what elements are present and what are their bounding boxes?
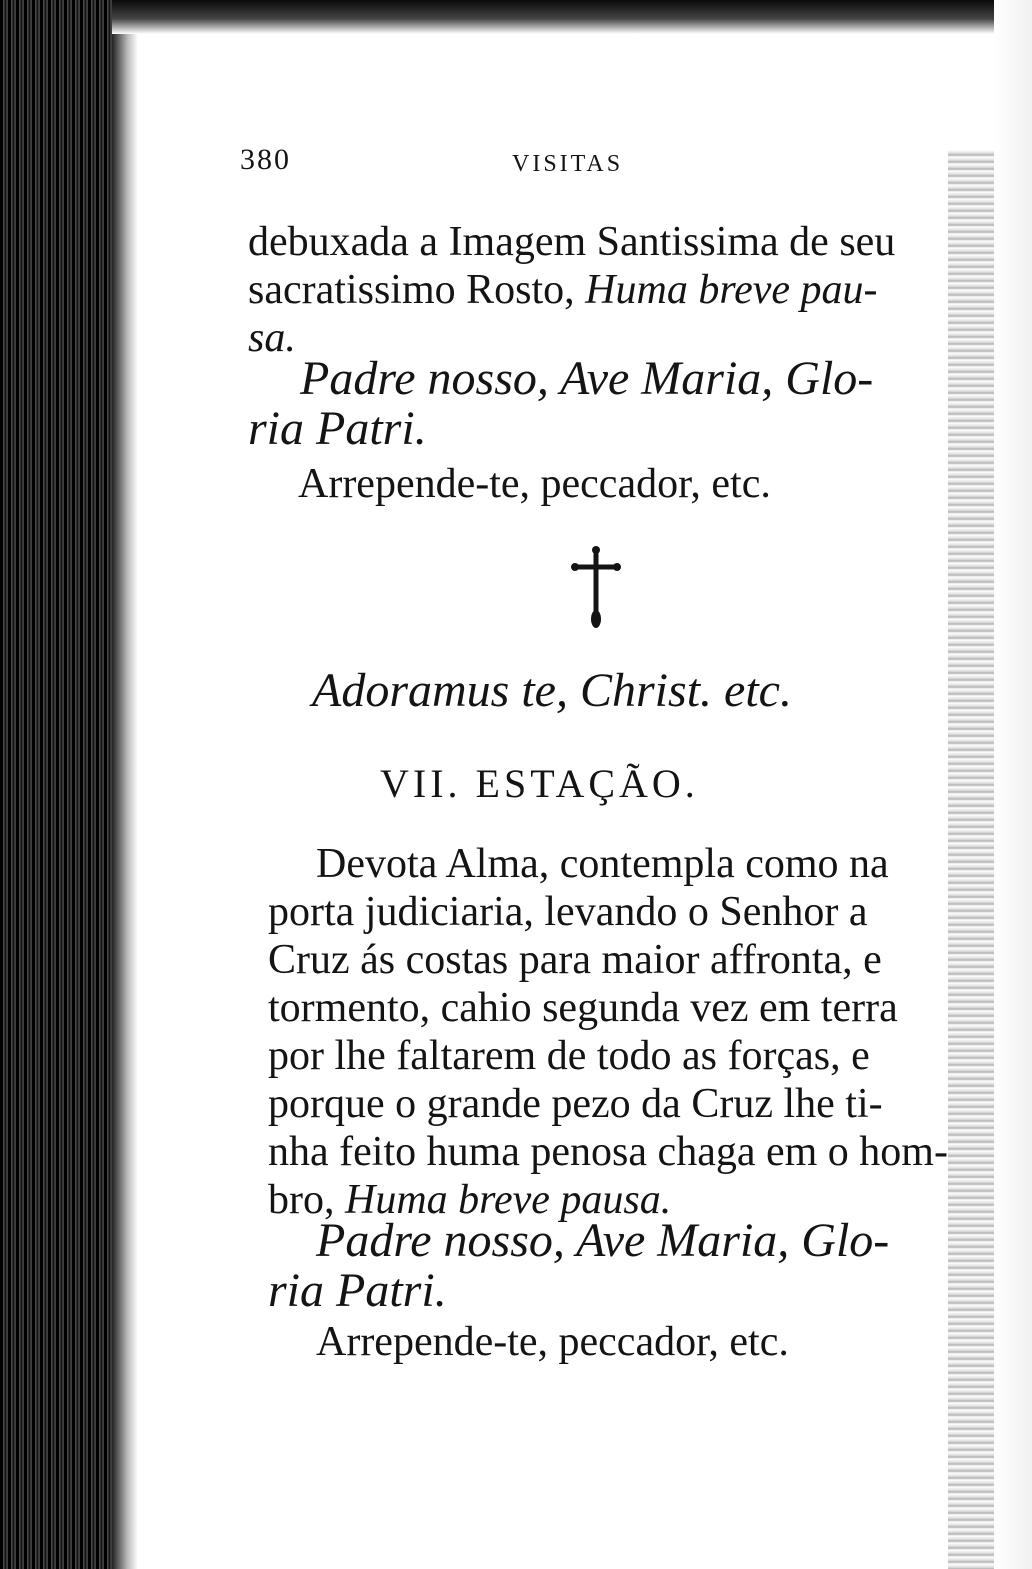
cross-icon bbox=[568, 545, 624, 631]
para1-line1: debuxada a Imagem Santissima de seu bbox=[248, 219, 896, 265]
para1-line2-italic: Huma breve pau- bbox=[585, 267, 878, 313]
para1-line3: sa. bbox=[248, 315, 296, 361]
para1-line2-roman: sacratissimo Rosto, bbox=[248, 267, 586, 313]
para2-line8-italic: Huma breve pausa. bbox=[345, 1177, 672, 1223]
running-title: VISITAS bbox=[512, 151, 624, 177]
prayer1-line1: Padre nosso, Ave Maria, Glo- bbox=[300, 352, 874, 405]
station-title: VII. ESTAÇÃO. bbox=[380, 761, 699, 806]
para2-line5: por lhe faltarem de todo as forças, e bbox=[268, 1033, 870, 1079]
para2-line8-roman: bro, bbox=[268, 1177, 345, 1223]
adoramus-line: Adoramus te, Christ. etc. bbox=[312, 664, 792, 717]
para2-line6: porque o grande pezo da Cruz lhe ti- bbox=[268, 1081, 883, 1127]
page-number: 380 bbox=[240, 143, 291, 176]
para2-line7: nha feito huma penosa chaga em o hom- bbox=[268, 1129, 948, 1175]
prayer2-line2: ria Patri. bbox=[268, 1264, 447, 1317]
para1-line2 bbox=[248, 266, 878, 314]
refrain1: Arrepende-te, peccador, etc. bbox=[298, 461, 771, 507]
para2-line1: Devota Alma, contempla como na bbox=[316, 841, 889, 887]
prayer1-line2: ria Patri. bbox=[248, 402, 427, 455]
prayer2-line1: Padre nosso, Ave Maria, Glo- bbox=[316, 1214, 890, 1267]
para2-line2: porta judiciaria, levando o Senhor a bbox=[268, 889, 868, 935]
refrain2: Arrepende-te, peccador, etc. bbox=[316, 1319, 789, 1365]
para2-line3: Cruz ás costas para maior affronta, e bbox=[268, 937, 882, 983]
para2-line4: tormento, cahio segunda vez em terra bbox=[268, 985, 898, 1031]
